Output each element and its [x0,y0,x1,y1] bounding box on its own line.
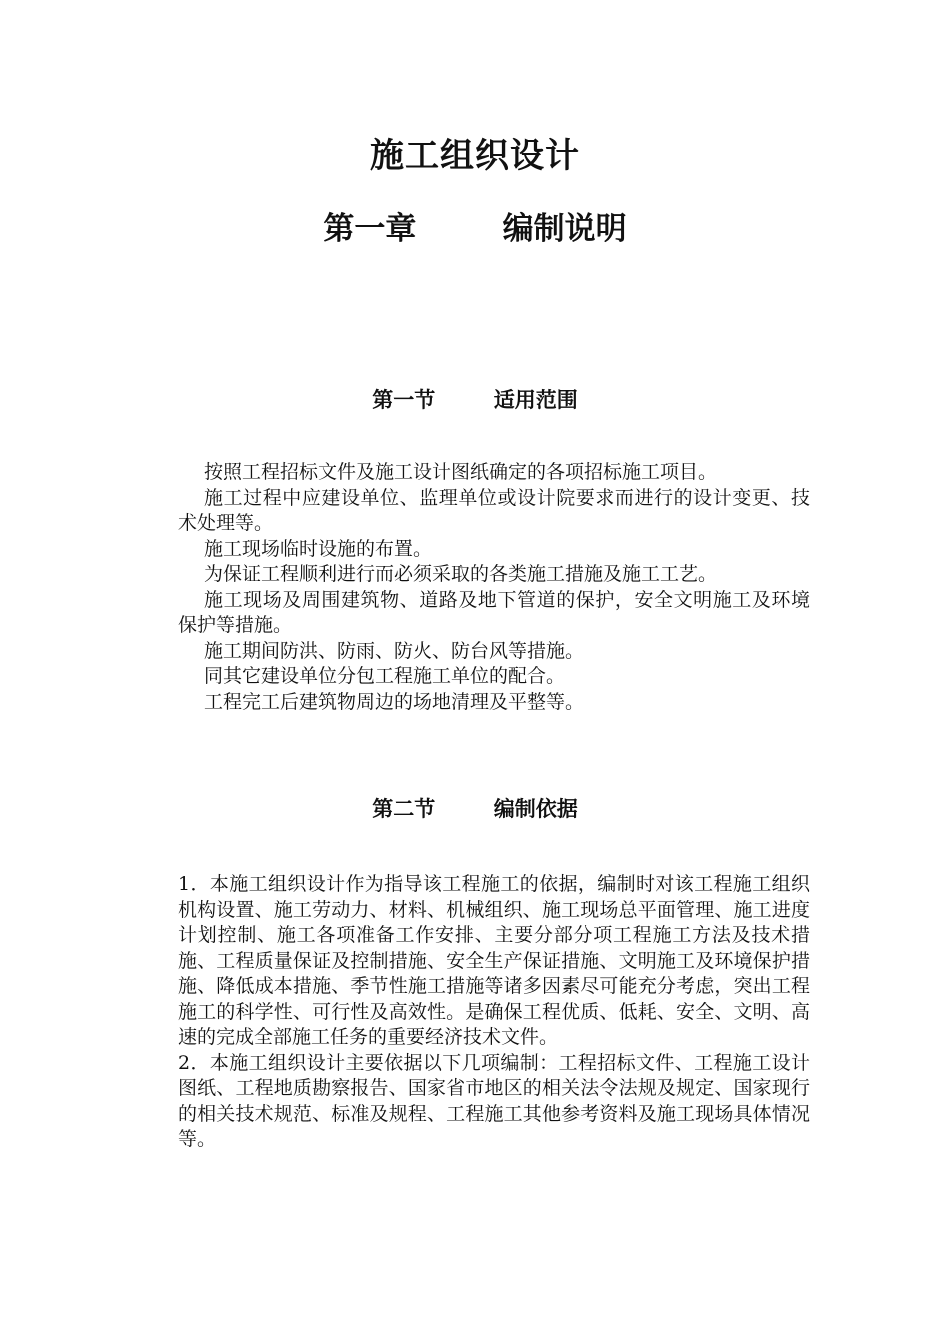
scope-item: 施工现场及周围建筑物、道路及地下管道的保护，安全文明施工及环境保护等措施。 [178,588,810,636]
scope-item: 同其它建设单位分包工程施工单位的配合。 [204,665,566,687]
scope-item: 施工现场临时设施的布置。 [204,537,433,560]
basis-paragraphs [178,872,810,1153]
section-heading-basis: 第二节 编制依据 [372,797,578,821]
chapter-heading: 第一章 编制说明 [323,211,627,247]
section-heading-scope: 第一节 适用范围 [372,388,578,412]
scope-item: 施工期间防洪、防雨、防火、防台风等措施。 [204,639,585,662]
scope-item: 为保证工程顺利进行而必须采取的各类施工措施及施工工艺。 [204,563,718,585]
basis-item: 1．本施工组织设计作为指导该工程施工的依据，编制时对该工程施工组织机构设置、施工劳动力、材料、机械组织、施工现场总平面管理、施工进度计划控制、施工各项准备工作安排、主要分部分项工程施工方法及技术措施、工程质量保证及控制措施、安全生产保证措施、文明施工及环境保护措施、降低成本措施、季节性施工措施等诸多因素尽可能充分考虑，突出工程施工的科学性、可行性及高效性。是确保工程优质、低耗、安全、文明、高速的完成全部施工任务的重要经济技术文件。 [178,873,810,1048]
scope-item: 工程完工后建筑物周边的场地清理及平整等。 [204,690,585,713]
document-title: 施工组织设计 [370,136,580,176]
scope-item: 按照工程招标文件及施工设计图纸确定的各项招标施工项目。 [204,461,718,483]
scope-item: 施工过程中应建设单位、监理单位或设计院要求而进行的设计变更、技术处理等。 [178,486,810,534]
basis-item: 2．本施工组织设计主要依据以下几项编制：工程招标文件、工程施工设计图纸、工程地质勘察报告、国家省市地区的相关法令法规及规定、国家现行的相关技术规范、标准及规程、工程施工其他参考资料及施工现场具体情况等。 [178,1051,810,1150]
scope-paragraphs [178,460,810,715]
